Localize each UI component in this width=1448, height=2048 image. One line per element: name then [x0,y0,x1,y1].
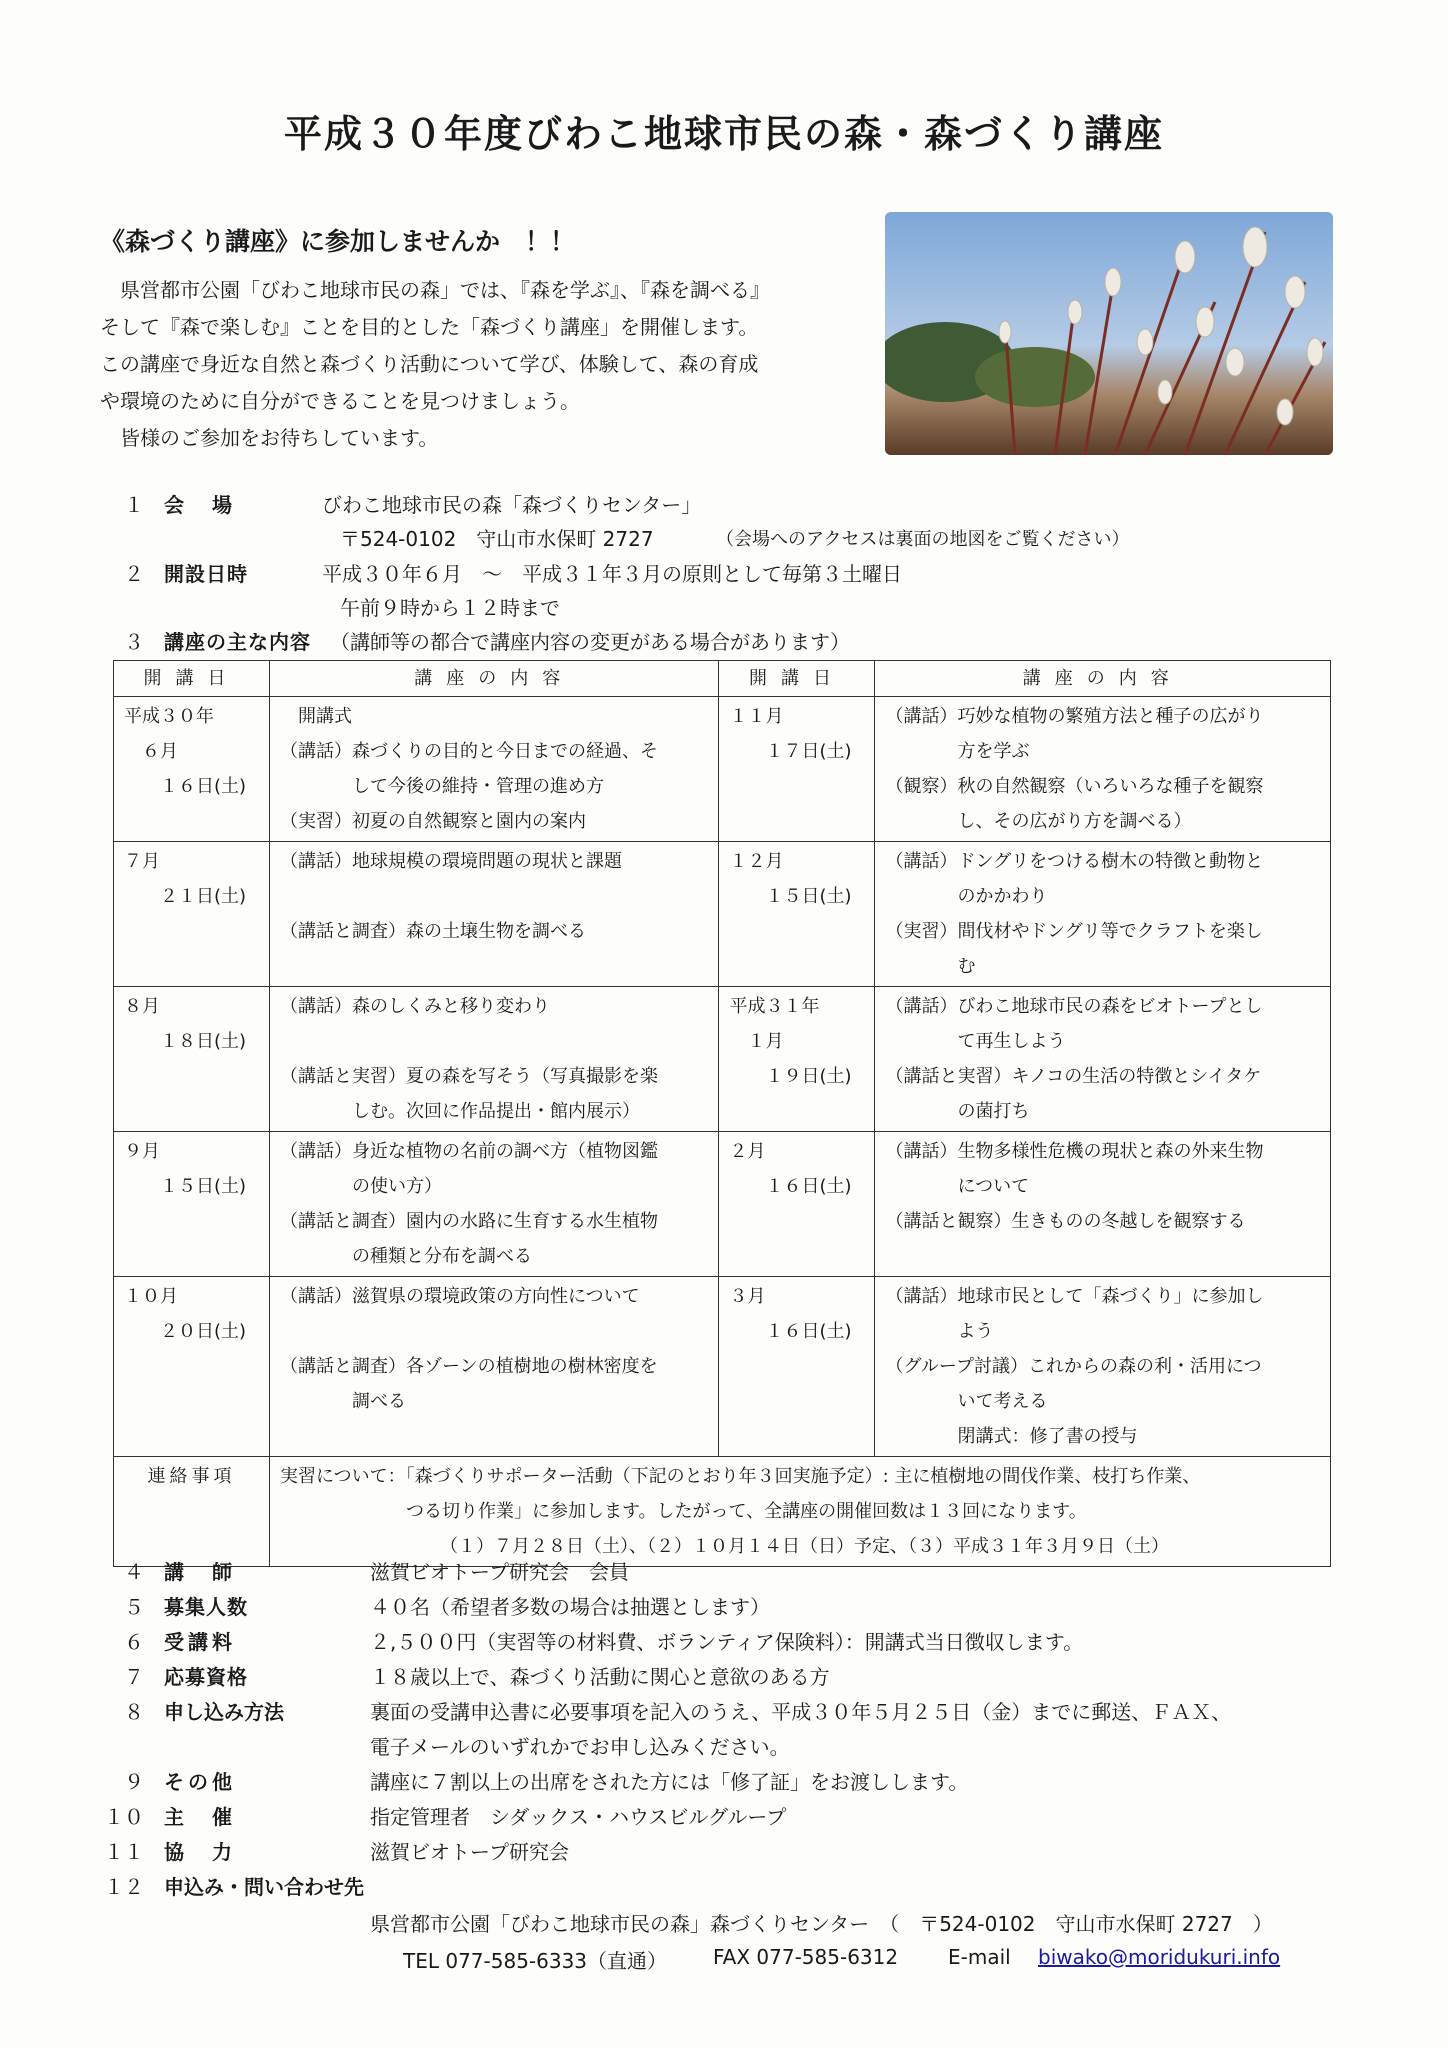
content-line: （講話）巧妙な植物の繁殖方法と種子の広がり [885,706,1264,727]
content-line: の菌打ち [885,1101,1030,1122]
content-line: （講話）森づくりの目的と今日までの経過、そ [279,741,658,762]
session-date: 平成３１年 １月 １９日(土) [719,987,875,1132]
notice-line: 実習について：「森づくりサポーター活動（下記のとおり年３回実施予定）: 主に植樹地の間伐作業、枝打ち作業、 [279,1466,1201,1487]
instructor-value: 滋賀ビオトープ研究会 会員 [370,1560,629,1584]
session-content [269,1132,719,1277]
content-note: （講師等の都合で講座内容の変更がある場合があります） [330,630,850,654]
other-label: その他 [164,1770,236,1794]
content-line: （講話）生物多様性危機の現状と森の外来生物 [885,1141,1264,1162]
notice-line: つる切り作業」に参加します。したがって、全講座の開催回数は１３回になります。 [279,1501,1087,1522]
contact-fax: FAX 077-585-6312 [713,1945,899,1969]
venue-label: 会 場 [164,493,236,517]
header-date: 開講日 [114,661,270,697]
item-number: １ [124,493,144,517]
content-line: （講話と観察）生きものの冬越しを観察する [885,1211,1246,1232]
contact-tel: TEL 077-585-6333（直通） [403,1949,668,1973]
table-row [114,697,1331,842]
contact-email-link[interactable]: biwako@moridukuri.info [1038,1945,1281,1969]
contact-org: 県営都市公園「びわこ地球市民の森」森づくりセンター （ 〒524-0102 守山市水保町 2727 ） [370,1912,1273,1936]
organizer-label: 主 催 [164,1805,236,1829]
other-value: 講座に７割以上の出席をされた方には「修了証」をお渡しします。 [370,1770,969,1794]
content-line: し、その広がり方を調べる） [885,811,1192,832]
content-line: （実習）間伐材やドングリ等でクラフトを楽し [885,921,1263,942]
content-line: （講話）身近な植物の名前の調べ方（植物図鑑 [279,1141,658,1162]
venue-address: 〒524-0102 守山市水保町 2727 [340,527,654,551]
session-date: １１月 １７日(土) [719,697,875,842]
session-content [875,842,1331,987]
content-line: む [885,956,976,977]
item-number: ４ [124,1560,144,1584]
header-content: 講座の内容 [875,661,1331,697]
table-header-row [114,661,1331,697]
content-line: （講話）滋賀県の環境政策の方向性について [279,1286,640,1307]
content-line: （講話と調査）各ゾーンの植樹地の樹林密度を [279,1356,658,1377]
intro-line: そして『森で楽しむ』ことを目的とした「森づくり講座」を開催します。 [100,315,759,339]
content-line: （講話）びわこ地球市民の森をビオトープとし [885,996,1263,1017]
session-date: ３月 １６日(土) [719,1277,875,1457]
content-line: 方を学ぶ [885,741,1030,762]
content-line: のかかわり [885,886,1048,907]
item-number: １０ [104,1805,144,1829]
content-line: して今後の維持・管理の進め方 [279,776,604,797]
content-line: 開講式 [279,706,352,727]
session-date: ２月 １６日(土) [719,1132,875,1277]
session-content [269,697,719,842]
notice-label: 連絡事項 [114,1457,270,1567]
item-number: ２ [124,562,144,586]
instructor-label: 講 師 [164,1560,236,1584]
subtitle: 《森づくり講座》に参加しませんか ！！ [100,227,576,256]
cooperation-label: 協 力 [164,1840,236,1864]
content-line: （グループ討議）これからの森の利・活用につ [885,1356,1262,1377]
content-line: 閉講式：修了書の授与 [885,1426,1138,1447]
session-date: ８月 １８日(土) [114,987,270,1132]
capacity-label: 募集人数 [164,1595,248,1619]
session-date: 平成３０年 ６月 １６日(土) [114,697,270,842]
content-line: （実習）初夏の自然観察と園内の案内 [279,811,586,832]
fee-label: 受講料 [164,1630,236,1654]
session-content [269,987,719,1132]
item-number: ６ [124,1630,144,1654]
content-line: （講話）地球市民として「森づくり」に参加し [885,1286,1264,1307]
table-row [114,987,1331,1132]
session-content [875,987,1331,1132]
schedule-table [113,660,1331,1567]
notice-content [269,1457,1330,1567]
table-row [114,1277,1331,1457]
item-number: ９ [124,1770,144,1794]
page-title: 平成３０年度びわこ地球市民の森・森づくり講座 [283,112,1164,156]
content-line: （講話と実習）キノコの生活の特徴とシイタケ [885,1066,1262,1087]
application-value-cont: 電子メールのいずれかでお申し込みください。 [370,1735,790,1759]
notice-line: （１）７月２８日（土）、（２）１０月１４日（日）予定、（３）平成３１年３月９日（土） [439,1536,1169,1557]
dates-line1: 平成３０年６月 ～ 平成３１年３月の原則として毎第３土曜日 [322,562,902,586]
eligibility-value: １８歳以上で、森づくり活動に関心と意欲のある方 [370,1665,830,1689]
intro-line: 皆様のご参加をお待ちしています。 [100,426,439,450]
item-number: ８ [124,1700,144,1724]
content-line: の種類と分布を調べる [279,1246,532,1267]
content-line: よう [885,1321,994,1342]
session-date: ７月 ２１日(土) [114,842,270,987]
session-content [875,1277,1331,1457]
content-line: （講話と調査）森の土壌生物を調べる [279,921,586,942]
item-number: １１ [104,1840,144,1864]
content-line: て再生しよう [885,1031,1066,1052]
capacity-value: ４０名（希望者多数の場合は抽選とします） [370,1595,770,1619]
item-number: １２ [104,1875,144,1899]
contact-email-label: E-mail [948,1945,1011,1969]
dates-label: 開設日時 [164,562,248,586]
content-line: いて考える [885,1391,1048,1412]
content-line: の使い方） [279,1176,442,1197]
header-content: 講座の内容 [269,661,719,697]
session-content [269,1277,719,1457]
content-line: （講話と調査）園内の水路に生育する水生植物 [279,1211,658,1232]
venue-access-note: （会場へのアクセスは裏面の地図をご覧ください） [716,529,1130,550]
application-label: 申し込み方法 [164,1700,284,1724]
session-date: ９月 １５日(土) [114,1132,270,1277]
content-line [280,1024,709,1059]
content-line [280,879,709,914]
header-date: 開講日 [719,661,875,697]
content-line: （講話）地球規模の環境問題の現状と課題 [279,851,622,872]
table-row [114,1132,1331,1277]
session-content [875,697,1331,842]
intro-line: や環境のために自分ができることを見つけましょう。 [100,389,580,413]
session-date: １２月 １５日(土) [719,842,875,987]
intro-text [100,272,860,457]
content-line: （講話と実習）夏の森を写そう（写真撮影を楽 [279,1066,658,1087]
content-line [280,1314,709,1349]
content-label: 講座の主な内容 [164,630,311,654]
content-line: 調べる [279,1391,406,1412]
session-date: １０月 ２０日(土) [114,1277,270,1457]
content-line: について [885,1176,1030,1197]
content-line: （講話）ドングリをつける樹木の特徴と動物と [885,851,1264,872]
session-content [875,1132,1331,1277]
eligibility-label: 応募資格 [164,1665,248,1689]
item-number: ７ [124,1665,144,1689]
venue-name: びわこ地球市民の森「森づくりセンター」 [322,493,702,517]
intro-line: 県営都市公園「びわこ地球市民の森」では、『森を学ぶ』、『森を調べる』 [100,278,770,302]
inquiry-label: 申込み・問い合わせ先 [164,1875,364,1899]
organizer-value: 指定管理者 シダックス・ハウスビルグループ [370,1805,787,1829]
content-line: （講話）森のしくみと移り変わり [279,996,550,1017]
item-number: ３ [124,630,144,654]
intro-line: この講座で身近な自然と森づくり活動について学び、体験して、森の育成 [100,352,759,376]
table-row [114,842,1331,987]
application-value: 裏面の受講申込書に必要事項を記入のうえ、平成３０年５月２５日（金）までに郵送、ＦＡＸ、 [370,1700,1232,1724]
notice-row [114,1457,1331,1567]
content-line: （観察）秋の自然観察（いろいろな種子を観察 [885,776,1264,797]
willow-photo [885,212,1333,455]
fee-value: ２,５００円（実習等の材料費、ボランティア保険料）：開講式当日徴収します。 [370,1630,1084,1654]
item-number: ５ [124,1595,144,1619]
content-line: しむ。次回に作品提出・館内展示） [279,1101,640,1122]
dates-line2: 午前９時から１２時まで [340,596,560,620]
session-content [269,842,719,987]
cooperation-value: 滋賀ビオトープ研究会 [370,1840,569,1864]
